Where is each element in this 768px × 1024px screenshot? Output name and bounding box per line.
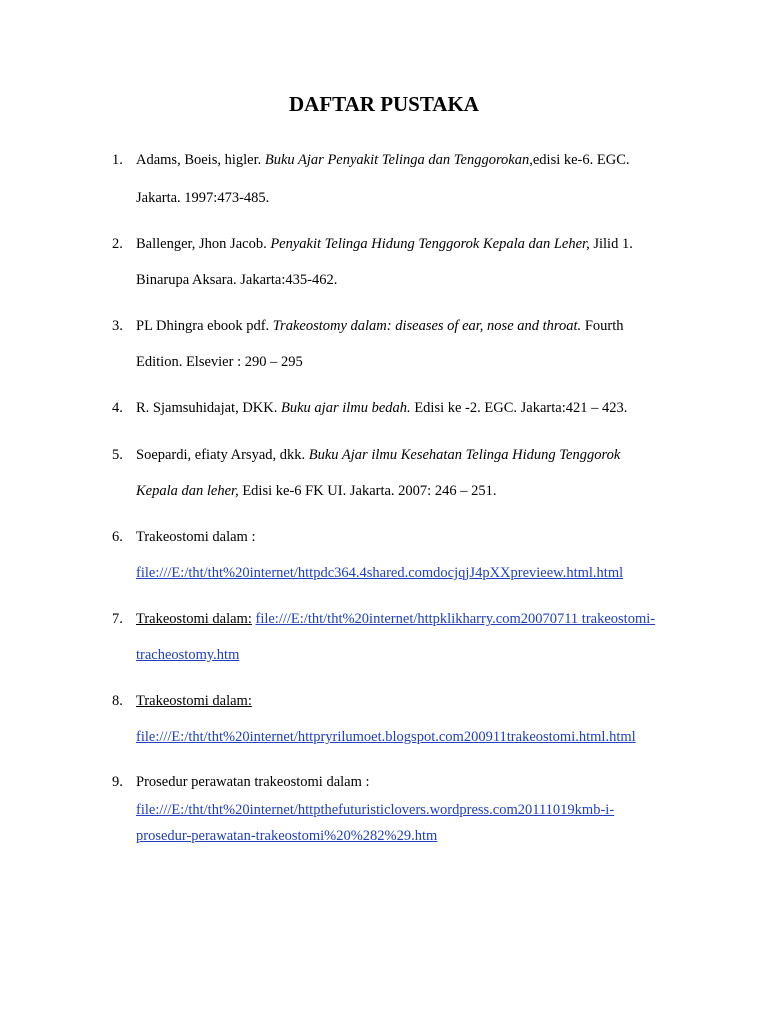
ref-number: 6. [112,529,123,545]
ref-number: 1. [112,152,123,168]
ref-author: Trakeostomi dalam : [136,529,256,545]
ref-number: 2. [112,236,123,252]
ref-author: Trakeostomi dalam: [136,693,252,709]
ref-link[interactable]: file:///E:/tht/tht%20internet/httpryrilumoet.blogspot.com200911trakeostomi.html.html [136,729,636,745]
ref-link[interactable]: file:///E:/tht/tht%20internet/httpklikharry.com20070711 trakeostomi- [255,611,656,627]
ref-details: Jilid 1. [589,236,633,252]
ref-number: 7. [112,611,123,627]
ref-details: Fourth [581,318,624,334]
ref-details: Edisi ke-6 FK UI. Jakarta. 2007: 246 – 251. [238,483,497,499]
ref-book-title-cont: Kepala dan leher, [136,483,239,499]
ref-link[interactable]: file:///E:/tht/tht%20internet/httpdc364.4shared.comdocjqjJ4pXXprevieew.html.html [136,565,624,581]
ref-number: 3. [112,318,123,334]
ref-book-title: Buku Ajar ilmu Kesehatan Telinga Hidung Tenggorok [308,447,621,463]
ref-author: Adams, Boeis, higler. [136,152,265,168]
ref-author: Prosedur perawatan trakeostomi dalam : [136,774,370,790]
ref-book-title: Buku ajar ilmu bedah. [281,400,411,416]
ref-book-title: Trakeostomy dalam: diseases of ear, nose and throat. [272,318,582,334]
page-title: DAFTAR PUSTAKA [289,92,479,116]
ref-number: 4. [112,400,123,416]
ref-book-title: Buku Ajar Penyakit Telinga dan Tenggorokan, [264,152,533,168]
ref-author: Ballenger, Jhon Jacob. [136,236,271,252]
ref-author: PL Dhingra ebook pdf. [136,318,273,334]
ref-details: Edisi ke -2. EGC. Jakarta:421 – 423. [410,400,628,416]
ref-continuation: Jakarta. 1997:473-485. [136,190,270,206]
ref-number: 5. [112,447,123,463]
ref-link[interactable]: file:///E:/tht/tht%20internet/httpthefuturisticlovers.wordpress.com20111019kmb-i- [136,802,615,818]
ref-continuation: Edition. Elsevier : 290 – 295 [136,354,303,370]
ref-continuation: Binarupa Aksara. Jakarta:435-462. [136,272,338,288]
ref-number: 9. [112,774,123,790]
ref-author: Soepardi, efiaty Arsyad, dkk. [136,447,309,463]
ref-author: Trakeostomi dalam: [136,611,252,627]
ref-link-cont[interactable]: prosedur-perawatan-trakeostomi%20%282%29.htm [136,828,438,844]
ref-author: R. Sjamsuhidajat, DKK. [136,400,281,416]
ref-link-cont[interactable]: tracheostomy.htm [136,647,240,663]
ref-details: edisi ke-6. EGC. [532,152,630,168]
ref-number: 8. [112,693,123,709]
ref-book-title: Penyakit Telinga Hidung Tenggorok Kepala dan Leher, [270,236,590,252]
